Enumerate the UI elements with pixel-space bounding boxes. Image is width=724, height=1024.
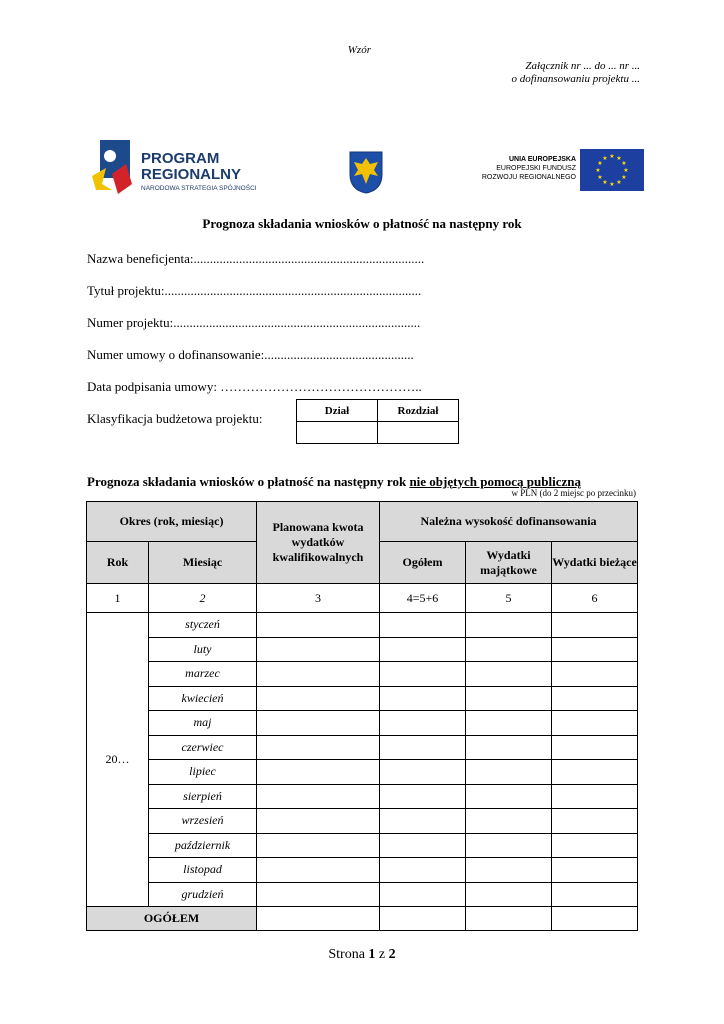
ue-text-block: [472, 155, 576, 182]
value-cell[interactable]: [380, 613, 466, 638]
svg-text:★: ★: [595, 167, 601, 174]
dzial-input[interactable]: [297, 422, 378, 444]
value-cell[interactable]: [257, 809, 380, 834]
value-cell[interactable]: [466, 784, 552, 809]
value-cell[interactable]: [552, 735, 638, 760]
numer-umowy-field[interactable]: Numer umowy o dofinansowanie:..............................................: [87, 347, 414, 362]
year-cell[interactable]: 20…: [87, 613, 149, 907]
col-number: 4=5+6: [380, 584, 466, 613]
col-number: 5: [466, 584, 552, 613]
program-line2: REGIONALNY: [141, 166, 242, 183]
forecast-table: [86, 501, 638, 931]
section-title-prefix: Prognoza składania wniosków o płatność na następny rok: [87, 474, 410, 489]
eagle-crest-icon: [348, 150, 384, 194]
value-cell[interactable]: [257, 735, 380, 760]
month-cell: sierpień: [149, 784, 257, 809]
value-cell[interactable]: [466, 662, 552, 687]
svg-text:★: ★: [602, 179, 608, 186]
miesiac-header: Miesiąc: [149, 542, 257, 584]
svg-text:★: ★: [609, 181, 615, 188]
value-cell[interactable]: [466, 882, 552, 907]
section-title-underlined: nie objętych pomocą publiczną: [409, 474, 581, 489]
value-cell[interactable]: [257, 882, 380, 907]
value-cell[interactable]: [552, 637, 638, 662]
month-cell: lipiec: [149, 760, 257, 785]
month-cell: październik: [149, 833, 257, 858]
strona-label: Strona: [328, 947, 369, 962]
zalacznik-label: Załącznik nr ... do ... nr ...: [525, 60, 640, 72]
col-number: 2: [149, 584, 257, 613]
table-row: [87, 686, 638, 711]
numer-projektu-field[interactable]: Numer projektu:............................................................................: [87, 315, 421, 330]
value-cell[interactable]: [552, 760, 638, 785]
table-row: [87, 833, 638, 858]
table-row: [87, 735, 638, 760]
wzor-label: Wzór: [347, 44, 371, 56]
program-line1: PROGRAM: [141, 150, 220, 167]
page-title: Prognoza składania wniosków o płatność na następny rok: [202, 216, 522, 231]
value-cell[interactable]: [552, 613, 638, 638]
page-number: 1: [368, 947, 376, 962]
svg-text:★: ★: [602, 155, 608, 162]
ue-line1: UNIA EUROPEJSKA: [508, 156, 576, 163]
table-row: [87, 760, 638, 785]
table-row: [87, 882, 638, 907]
value-cell[interactable]: [380, 637, 466, 662]
value-cell[interactable]: [466, 833, 552, 858]
value-cell[interactable]: [466, 735, 552, 760]
page-total: 2: [388, 947, 396, 962]
eu-flag-icon: [580, 149, 644, 191]
value-cell[interactable]: [257, 833, 380, 858]
svg-text:★: ★: [616, 179, 622, 186]
value-cell[interactable]: [552, 711, 638, 736]
value-cell[interactable]: [466, 686, 552, 711]
svg-text:★: ★: [623, 167, 629, 174]
svg-text:★: ★: [597, 174, 603, 181]
total-label: OGÓŁEM: [87, 907, 257, 931]
dzial-header: Dział: [297, 400, 378, 422]
value-cell[interactable]: [466, 760, 552, 785]
month-cell: marzec: [149, 662, 257, 687]
klasyfikacja-table: [296, 399, 459, 444]
total-cell[interactable]: [552, 907, 638, 931]
month-cell: luty: [149, 637, 257, 662]
planowana-header: Planowana kwota wydatków kwalifikowalnych: [257, 502, 380, 584]
svg-text:★: ★: [609, 153, 615, 160]
value-cell[interactable]: [257, 711, 380, 736]
rozdzial-header: Rozdział: [378, 400, 459, 422]
value-cell[interactable]: [257, 662, 380, 687]
value-cell[interactable]: [257, 637, 380, 662]
ue-line3: ROZWOJU REGIONALNEGO: [481, 174, 576, 181]
data-podpisania-field[interactable]: Data podpisania umowy: ………………………………………..: [87, 379, 422, 394]
table-row: [87, 711, 638, 736]
column-numbers-row: [87, 584, 638, 613]
value-cell[interactable]: [257, 613, 380, 638]
value-cell[interactable]: [380, 882, 466, 907]
value-cell[interactable]: [380, 784, 466, 809]
eu-flag: [580, 149, 644, 191]
okres-header: Okres (rok, miesiąc): [87, 502, 257, 542]
value-cell[interactable]: [552, 882, 638, 907]
rozdzial-input[interactable]: [378, 422, 459, 444]
col-number: 3: [257, 584, 380, 613]
value-cell[interactable]: [257, 760, 380, 785]
value-cell[interactable]: [257, 858, 380, 883]
value-cell[interactable]: [380, 686, 466, 711]
month-cell: styczeń: [149, 613, 257, 638]
value-cell[interactable]: [257, 784, 380, 809]
beneficjent-field[interactable]: Nazwa beneficjenta:.......................................................................: [87, 251, 425, 266]
total-cell[interactable]: [466, 907, 552, 931]
value-cell[interactable]: [466, 613, 552, 638]
unit-note: w PLN (do 2 miejsc po przecinku): [511, 488, 636, 498]
table-row: [87, 613, 638, 638]
rok-header: Rok: [87, 542, 149, 584]
month-cell: maj: [149, 711, 257, 736]
month-cell: kwiecień: [149, 686, 257, 711]
opolskie-coat-of-arms: [348, 150, 384, 194]
month-cell: wrzesień: [149, 809, 257, 834]
z-label: z: [375, 947, 389, 962]
table-row: [87, 637, 638, 662]
section-title: [87, 474, 581, 490]
value-cell[interactable]: [380, 735, 466, 760]
svg-text:★: ★: [597, 160, 603, 167]
svg-text:★: ★: [621, 160, 627, 167]
value-cell[interactable]: [380, 760, 466, 785]
program-sub: NARODOWA STRATEGIA SPÓJNOŚCI: [141, 185, 257, 192]
value-cell[interactable]: [552, 858, 638, 883]
page-footer: [0, 947, 724, 963]
svg-text:★: ★: [621, 174, 627, 181]
month-cell: czerwiec: [149, 735, 257, 760]
table-row: [87, 662, 638, 687]
month-cell: grudzień: [149, 882, 257, 907]
table-row: [87, 784, 638, 809]
col-number: 6: [552, 584, 638, 613]
program-regionalny-emblem-icon: [88, 138, 140, 200]
biezace-header: Wydatki bieżące: [552, 542, 638, 584]
month-cell: listopad: [149, 858, 257, 883]
value-cell[interactable]: [380, 858, 466, 883]
value-cell[interactable]: [380, 711, 466, 736]
value-cell[interactable]: [466, 809, 552, 834]
value-cell[interactable]: [552, 833, 638, 858]
total-row: [87, 907, 638, 931]
klasyfikacja-label: Klasyfikacja budżetowa projektu:: [87, 411, 263, 426]
value-cell[interactable]: [466, 711, 552, 736]
table-row: [87, 809, 638, 834]
value-cell[interactable]: [380, 662, 466, 687]
majatkowe-header: Wydatki majątkowe: [466, 542, 552, 584]
value-cell[interactable]: [552, 784, 638, 809]
table-row: [87, 858, 638, 883]
value-cell[interactable]: [552, 809, 638, 834]
dofinansowanie-label: o dofinansowaniu projektu ...: [511, 73, 640, 85]
value-cell[interactable]: [380, 833, 466, 858]
value-cell[interactable]: [552, 686, 638, 711]
total-cell[interactable]: [257, 907, 380, 931]
total-cell[interactable]: [380, 907, 466, 931]
value-cell[interactable]: [552, 662, 638, 687]
tytul-field[interactable]: Tytuł projektu:...............................................................................: [87, 283, 422, 298]
nalezna-header: Należna wysokość dofinansowania: [380, 502, 638, 542]
value-cell[interactable]: [380, 809, 466, 834]
col-number: 1: [87, 584, 149, 613]
value-cell[interactable]: [466, 858, 552, 883]
value-cell[interactable]: [257, 686, 380, 711]
ue-line2: EUROPEJSKI FUNDUSZ: [496, 165, 576, 172]
svg-text:★: ★: [616, 155, 622, 162]
value-cell[interactable]: [466, 637, 552, 662]
ogolem-col-header: Ogółem: [380, 542, 466, 584]
program-regionalny-logo: [88, 138, 288, 200]
